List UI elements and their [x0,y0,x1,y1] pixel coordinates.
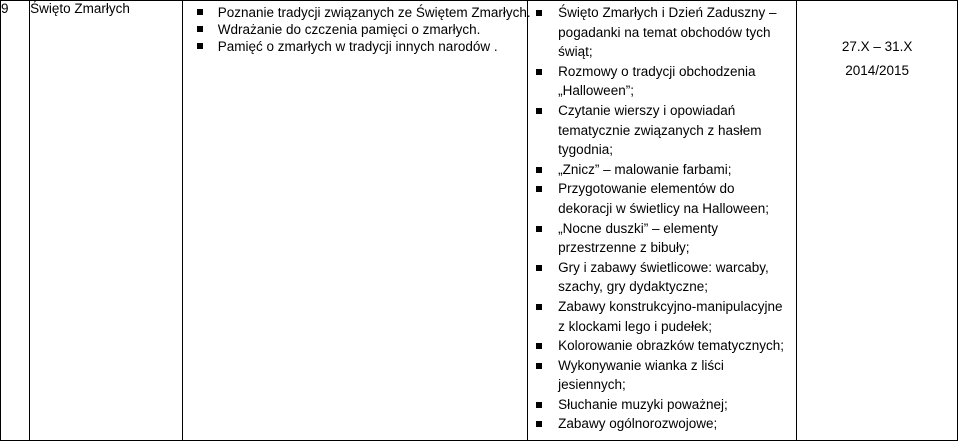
activity-text: Święto Zmarłych i Dzień Zaduszny – [558,5,777,20]
activity-item [528,160,796,180]
activity-item-continuation [528,42,796,62]
activity-text: „Nocne duszki” – elementy [558,220,718,236]
activity-item [528,336,796,356]
table-row [1,1,958,441]
activity-item [528,101,796,121]
activity-text: Kolorowanie obrazków tematycznych; [558,338,785,354]
activities-cell [528,1,797,441]
activity-text: Zabawy konstrukcyjno-manipulacyjne [558,298,783,314]
activity-item [528,219,796,239]
activity-text: „Znicz” – malowanie farbami; [558,161,732,177]
square-bullet-icon [536,10,542,16]
goals-list [183,1,531,55]
square-bullet-icon [536,167,542,173]
square-bullet-icon [536,402,542,408]
activity-item [528,356,796,376]
school-year: 2014/2015 [845,63,910,78]
goal-text: Poznanie tradycji związanych ze Świętem Zmarłych. [217,5,531,20]
activity-item [528,395,796,415]
square-bullet-icon [536,265,542,271]
activity-item-continuation [528,238,796,258]
date-cell [797,1,958,441]
activity-text: tygodnia; [558,142,613,158]
row-number: 9 [1,1,30,441]
activities-list [528,1,796,434]
activity-text: Czytanie wierszy i opowiadań [558,102,736,118]
activity-text: szachy, gry dydaktyczne; [558,279,708,295]
activity-text: „Halloween”; [558,83,634,99]
goal-text: Pamięć o zmarłych w tradycji innych narodów . [217,39,498,54]
square-bullet-icon [536,363,542,369]
activity-item [528,179,796,199]
date-range: 27.X – 31.X [841,39,913,54]
activity-text: dekoracji w świetlicy na Halloween; [558,200,770,216]
activity-text: pogadanki na temat obchodów tych [558,24,771,40]
square-bullet-icon [536,343,542,349]
goals-cell [182,1,531,441]
square-bullet-icon [197,43,203,49]
activity-text: tematycznie związanych z hasłem [558,122,762,138]
activity-item-continuation [528,199,796,219]
activity-text: świąt; [558,44,593,60]
square-bullet-icon [536,226,542,232]
activity-text: Słuchanie muzyki poważnej; [558,396,728,412]
square-bullet-icon [536,421,542,427]
activity-item-continuation [528,121,796,141]
goal-text: Wdrażanie do czczenia pamięci o zmarłych. [217,22,481,37]
activity-text: Gry i zabawy świetlicowe: warcaby, [558,259,769,275]
activity-item-continuation [528,375,796,395]
activity-item [528,258,796,278]
activity-text: Rozmowy o tradycji obchodzenia [558,63,756,79]
activity-text: przestrzenne z bibuły; [558,240,690,256]
activity-item-continuation [528,23,796,43]
goal-item [183,4,531,21]
activity-text: Wykonywanie wianka z liści [558,357,724,373]
activity-item [528,297,796,317]
activity-item-continuation [528,81,796,101]
square-bullet-icon [536,304,542,310]
goal-item [183,38,527,55]
activity-text: jesiennych; [558,377,626,393]
activity-item [528,1,796,23]
activity-text: Przygotowanie elementów do [558,181,735,197]
activity-item-continuation [528,140,796,160]
square-bullet-icon [197,26,203,32]
activity-item [528,414,796,434]
topic-title: Święto Zmarłych [30,1,183,441]
square-bullet-icon [536,69,542,75]
activity-item [528,62,796,82]
square-bullet-icon [536,186,542,192]
goal-item [183,21,527,38]
activity-text: z klockami lego i pudełek; [558,318,712,334]
activity-text: Zabawy ogólnorozwojowe; [558,416,718,432]
activity-item-continuation [528,277,796,297]
square-bullet-icon [197,9,203,15]
square-bullet-icon [536,108,542,114]
activity-item-continuation [528,317,796,337]
